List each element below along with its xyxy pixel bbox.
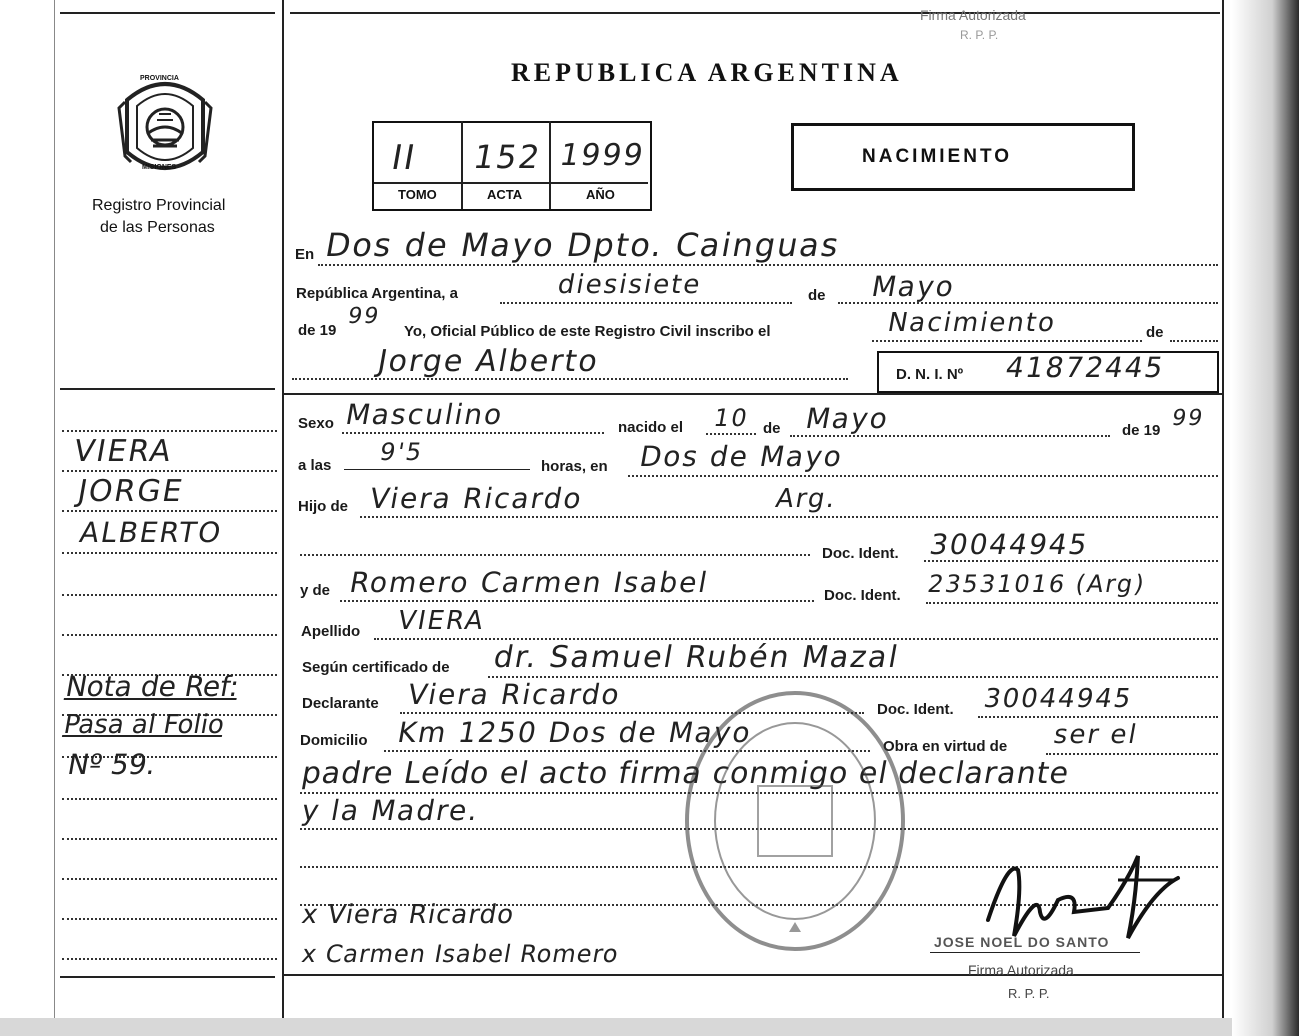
ano-value: 1999 [556,138,648,173]
nacido-label: nacido el [618,419,684,436]
official-rpp: R. P. P. [1008,986,1050,1001]
acta-value: 152 [470,138,545,176]
bottom-line [284,974,1222,976]
mother-name-value: Romero Carmen Isabel [347,566,712,599]
obra-label: Obra en virtud de [883,738,1008,755]
y-de-label: y de [300,582,331,599]
father-nationality: Arg. [773,484,840,514]
surname-value: VIERA [395,606,488,636]
official-stamp-icon [680,686,910,956]
page-edge [0,1018,1299,1036]
inscribo-label: Yo, Oficial Público de este Registro Civil inscribo el [404,323,771,340]
birth-year-suffix: 99 [1169,406,1207,431]
doc-ident-label-1: Doc. Ident. [822,545,899,562]
registry-name-line2: de las Personas [100,219,215,236]
sexo-label: Sexo [298,415,334,432]
country-title: REPUBLICA ARGENTINA [511,58,903,87]
sex-value: Masculino [343,398,507,431]
birth-day-value: 10 [711,404,752,432]
dni-label: D. N. I. Nº [896,366,964,383]
official-title: Firma Autorizada [968,962,1074,978]
horas-en-label: horas, en [541,458,608,475]
book-spine-shadow [1232,0,1299,1036]
declarante-label: Declarante [302,695,379,712]
margin-bottom-line [60,976,275,978]
margin-name-line-3: ALBERTO [77,516,226,549]
right-border [1222,0,1224,1036]
top-divider [290,12,1220,14]
birth-month-value: Mayo [803,402,892,435]
tomo-label: TOMO [398,187,437,202]
doc-ident-label-3: Doc. Ident. [877,701,954,718]
address-value: Km 1250 Dos de Mayo [395,716,755,749]
registry-name-line1: Registro Provincial [92,197,226,214]
margin-note-line-2: Pasa al Folio [61,710,227,740]
doc-ident-label-2: Doc. Ident. [824,587,901,604]
act-type-value: Nacimiento [885,308,1059,338]
mother-doc-value: 23531016 (Arg) [925,570,1149,598]
month-value: Mayo [869,270,958,303]
signature-father: x Viera Ricardo [299,900,517,930]
margin-header-line [60,388,275,390]
republica-label: República Argentina, a [296,285,458,302]
seal-text-top: PROVINCIA [140,75,179,82]
de-label-1: de [808,287,826,304]
record-type-title: NACIMIENTO [862,146,1012,167]
hijo-label: Hijo de [298,498,349,515]
capacity-value: ser el [1051,720,1141,750]
signature-mother: x Carmen Isabel Romero [299,940,622,968]
apellido-label: Apellido [301,623,361,640]
certificado-label: Según certificado de [302,659,450,676]
year-prefix-label: de 19 [298,322,337,339]
alas-label: a las [298,457,332,474]
de-label-2: de [1146,324,1164,341]
father-doc-value: 30044945 [927,528,1092,561]
day-value: diesisiete [555,270,705,300]
margin-divider [282,0,284,1036]
top-signature-label: Firma Autorizada [920,7,1026,23]
de-label-3: de [763,420,781,437]
margin-name-line-1: VIERA [70,434,176,469]
margin-name-line-2: JORGE [74,474,187,509]
year-suffix: 99 [345,304,383,329]
section-divider [284,393,1222,395]
birth-year-prefix: de 19 [1122,422,1161,439]
top-signature-rpp: R. P. P. [960,28,999,42]
observations-line-2: y la Madre. [299,794,483,827]
dni-value: 41872445 [1003,351,1168,384]
birth-place-value: Dos de Mayo [637,440,847,473]
hour-value: 9'5 [377,438,426,466]
declarant-name-value: Viera Ricardo [405,678,624,711]
tomo-value: II [388,138,420,178]
ano-label: AÑO [586,187,615,202]
domicilio-label: Domicilio [300,732,368,749]
en-label: En [295,246,315,263]
place-value: Dos de Mayo Dpto. Cainguas [322,226,844,264]
observations-line-1: padre Leído el acto firma conmigo el declarante [298,756,1073,791]
declarant-doc-value: 30044945 [981,684,1135,714]
official-name: JOSE NOEL DO SANTO [934,934,1110,950]
margin-top-line [60,12,275,14]
margin-note-line-3: Nº 59. [65,748,159,781]
margin-note-line-1: Nota de Ref: [63,670,242,703]
left-guide [54,0,55,1036]
acta-label: ACTA [487,187,523,202]
father-name-value: Viera Ricardo [367,482,586,515]
seal-text-bottom: MISIONES [142,164,177,171]
certificate-doctor-value: dr. Samuel Rubén Mazal [490,640,903,675]
child-name-value: Jorge Alberto [374,344,602,379]
